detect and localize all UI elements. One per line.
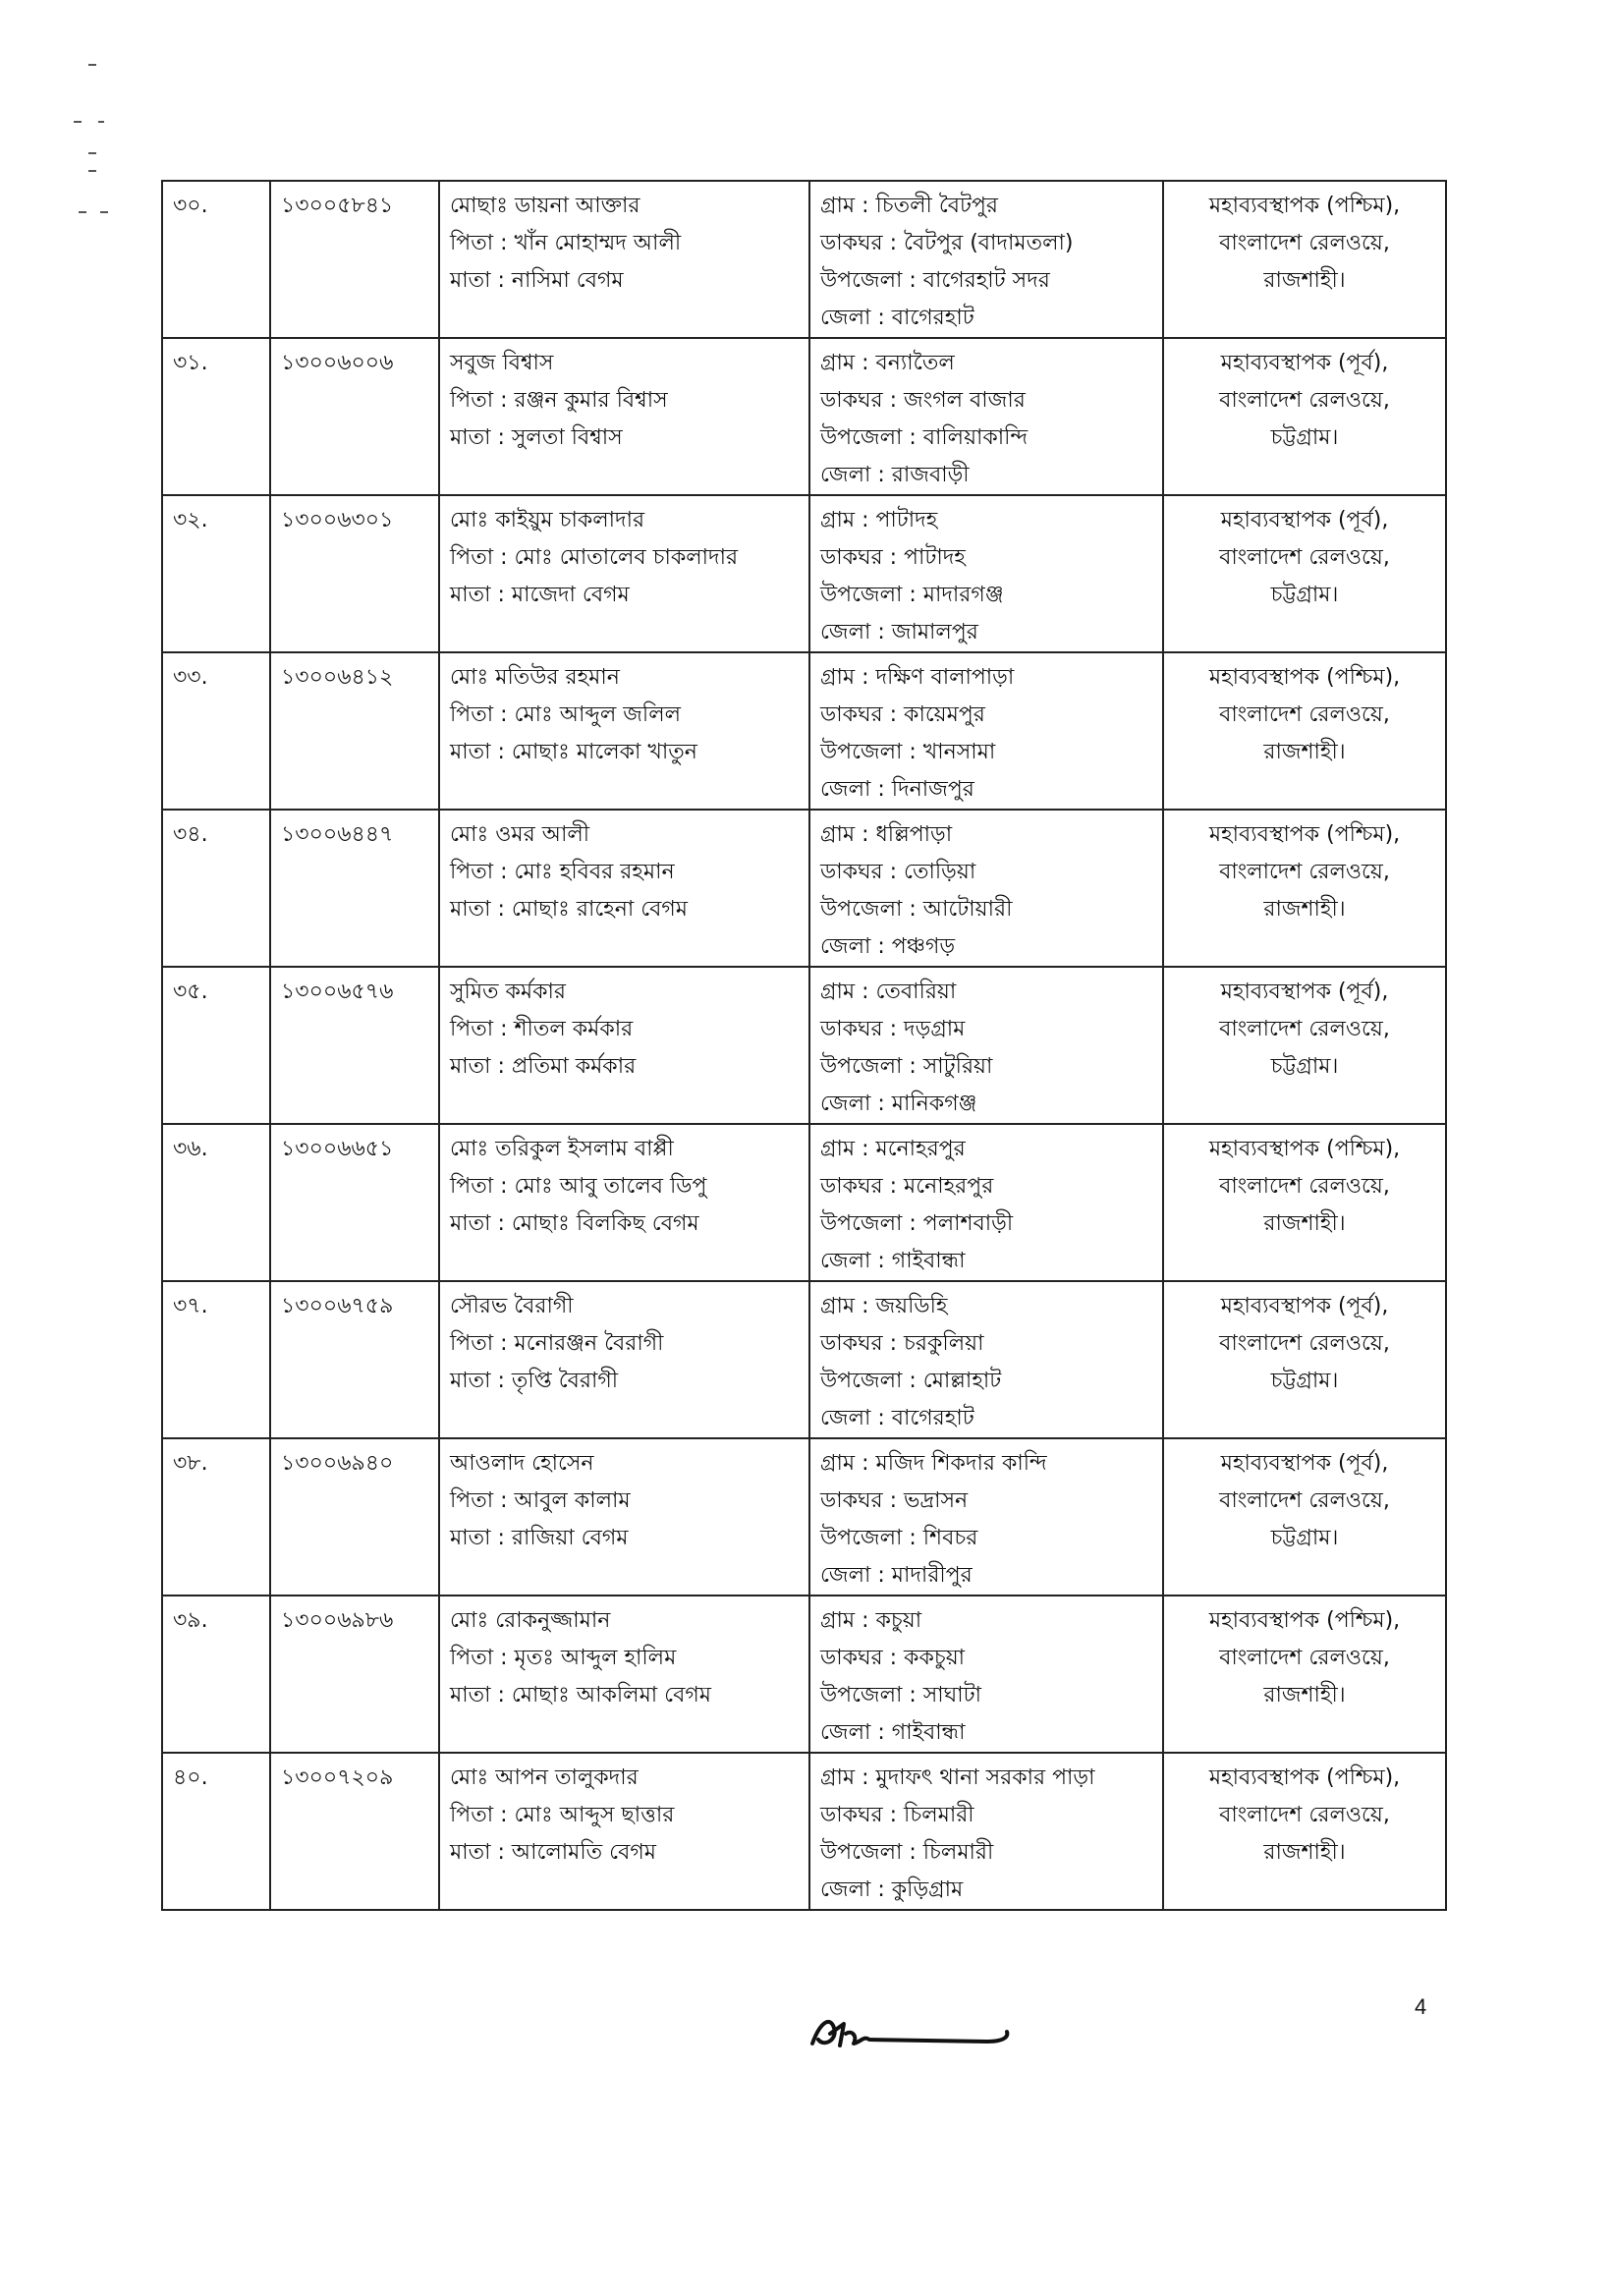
- table-row: [162, 1281, 1446, 1438]
- roll-cell: [270, 652, 439, 810]
- name-cell: [439, 1281, 809, 1438]
- margin-mark: [74, 121, 82, 123]
- father-name: পিতা : মোঃ আবু তালেব ডিপু: [450, 1174, 707, 1199]
- roll-number: ১৩০০৬৩০১: [281, 508, 394, 532]
- district: জেলা : বাগেরহাট: [820, 306, 974, 330]
- office-cell: [1163, 810, 1446, 967]
- serial-cell: [162, 1596, 270, 1753]
- office-cell: [1163, 1596, 1446, 1753]
- name-cell: [439, 652, 809, 810]
- roll-cell: [270, 495, 439, 652]
- address-cell: [809, 1596, 1163, 1753]
- father-name: পিতা : আবুল কালাম: [450, 1488, 631, 1513]
- table-row: [162, 1753, 1446, 1910]
- roll-number: ১৩০০৭২০৯: [281, 1765, 394, 1790]
- name-cell: [439, 1124, 809, 1281]
- candidate-name: মোঃ মতিউর রহমান: [450, 665, 620, 690]
- roll-cell: [270, 1281, 439, 1438]
- mother-name: মাতা : মোছাঃ বিলকিছ বেগম: [450, 1211, 699, 1236]
- district: জেলা : জামালপুর: [820, 620, 978, 644]
- roll-cell: [270, 181, 439, 338]
- office-title: মহাব্যবস্থাপক (পশ্চিম),: [1208, 822, 1401, 847]
- candidate-name: মোঃ রোকনুজ্জামান: [450, 1608, 611, 1633]
- post-office: ডাকঘর : পাটাদহ: [820, 545, 966, 570]
- table-row: [162, 967, 1446, 1124]
- office-location: রাজশাহী।: [1263, 1211, 1346, 1236]
- serial-cell: [162, 652, 270, 810]
- office-location: রাজশাহী।: [1263, 740, 1346, 764]
- office-cell: [1163, 495, 1446, 652]
- table-row: [162, 652, 1446, 810]
- address-cell: [809, 810, 1163, 967]
- father-name: পিতা : শীতল কর্মকার: [450, 1017, 634, 1041]
- upazila: উপজেলা : চিলমারী: [820, 1840, 994, 1865]
- office-organization: বাংলাদেশ রেলওয়ে,: [1219, 1488, 1390, 1513]
- office-title: মহাব্যবস্থাপক (পূর্ব),: [1220, 508, 1389, 532]
- office-cell: [1163, 1281, 1446, 1438]
- office-cell: [1163, 181, 1446, 338]
- address-cell: [809, 181, 1163, 338]
- address-cell: [809, 338, 1163, 495]
- table-row: [162, 1438, 1446, 1596]
- office-location: চট্টগ্রাম।: [1270, 1369, 1339, 1393]
- office-title: মহাব্যবস্থাপক (পশ্চিম),: [1208, 1137, 1401, 1161]
- roll-number: ১৩০০৬৯৮৬: [281, 1608, 394, 1633]
- office-organization: বাংলাদেশ রেলওয়ে,: [1219, 1803, 1390, 1827]
- district: জেলা : পঞ্চগড়: [820, 934, 956, 959]
- office-title: মহাব্যবস্থাপক (পূর্ব),: [1220, 351, 1389, 375]
- office-organization: বাংলাদেশ রেলওয়ে,: [1219, 860, 1390, 884]
- upazila: উপজেলা : শিবচর: [820, 1526, 978, 1550]
- name-cell: [439, 967, 809, 1124]
- serial-cell: [162, 338, 270, 495]
- candidate-name: মোঃ আপন তালুকদার: [450, 1765, 639, 1790]
- serial-cell: [162, 1281, 270, 1438]
- serial-cell: [162, 181, 270, 338]
- address-cell: [809, 967, 1163, 1124]
- office-title: মহাব্যবস্থাপক (পূর্ব),: [1220, 1451, 1389, 1476]
- address-cell: [809, 1124, 1163, 1281]
- post-office: ডাকঘর : ভদ্রাসন: [820, 1488, 969, 1513]
- office-cell: [1163, 1124, 1446, 1281]
- serial-cell: [162, 1438, 270, 1596]
- serial-number: ৩৩.: [173, 665, 208, 690]
- address-cell: [809, 1753, 1163, 1910]
- candidate-name: মোঃ কাইয়ুম চাকলাদার: [450, 508, 645, 532]
- office-title: মহাব্যবস্থাপক (পশ্চিম),: [1208, 194, 1401, 218]
- office-organization: বাংলাদেশ রেলওয়ে,: [1219, 545, 1390, 570]
- upazila: উপজেলা : খানসামা: [820, 740, 996, 764]
- serial-number: ৩৬.: [173, 1137, 208, 1161]
- serial-cell: [162, 1753, 270, 1910]
- roll-cell: [270, 1438, 439, 1596]
- mother-name: মাতা : মোছাঃ আকলিমা বেগম: [450, 1683, 711, 1708]
- office-organization: বাংলাদেশ রেলওয়ে,: [1219, 231, 1390, 255]
- candidate-name: মোঃ ওমর আলী: [450, 822, 590, 847]
- mother-name: মাতা : মোছাঃ মালেকা খাতুন: [450, 740, 697, 764]
- district: জেলা : বাগেরহাট: [820, 1406, 974, 1430]
- roll-number: ১৩০০৬৭৫৯: [281, 1294, 394, 1318]
- father-name: পিতা : রঞ্জন কুমার বিশ্বাস: [450, 388, 668, 413]
- office-cell: [1163, 338, 1446, 495]
- serial-number: ৪০.: [173, 1765, 208, 1790]
- district: জেলা : গাইবান্ধা: [820, 1720, 966, 1745]
- village: গ্রাম : জয়ডিহি: [820, 1294, 948, 1318]
- village: গ্রাম : চিতলী বৈটপুর: [820, 194, 998, 218]
- office-organization: বাংলাদেশ রেলওয়ে,: [1219, 702, 1390, 727]
- district: জেলা : মানিকগঞ্জ: [820, 1092, 977, 1116]
- post-office: ডাকঘর : জংগল বাজার: [820, 388, 1026, 413]
- father-name: পিতা : মোঃ আব্দুল জলিল: [450, 702, 682, 727]
- roll-number: ১৩০০৬০০৬: [281, 351, 394, 375]
- office-cell: [1163, 967, 1446, 1124]
- office-location: রাজশাহী।: [1263, 268, 1346, 293]
- upazila: উপজেলা : আটোয়ারী: [820, 897, 1013, 922]
- office-organization: বাংলাদেশ রেলওয়ে,: [1219, 1174, 1390, 1199]
- village: গ্রাম : বন্যাতৈল: [820, 351, 955, 375]
- roll-cell: [270, 338, 439, 495]
- office-location: চট্টগ্রাম।: [1270, 1054, 1339, 1079]
- roll-cell: [270, 810, 439, 967]
- mother-name: মাতা : মাজেদা বেগম: [450, 583, 630, 607]
- roll-cell: [270, 1596, 439, 1753]
- office-title: মহাব্যবস্থাপক (পশ্চিম),: [1208, 1765, 1401, 1790]
- table-row: [162, 495, 1446, 652]
- margin-mark: [98, 121, 104, 123]
- post-office: ডাকঘর : চিলমারী: [820, 1803, 974, 1827]
- post-office: ডাকঘর : ককচুয়া: [820, 1646, 966, 1670]
- table-row: [162, 1596, 1446, 1753]
- name-cell: [439, 495, 809, 652]
- table-row: [162, 1124, 1446, 1281]
- district: জেলা : দিনাজপুর: [820, 777, 974, 802]
- serial-cell: [162, 1124, 270, 1281]
- post-office: ডাকঘর : চরকুলিয়া: [820, 1331, 984, 1356]
- roll-number: ১৩০০৬৯৪০: [281, 1451, 394, 1476]
- office-location: রাজশাহী।: [1263, 1840, 1346, 1865]
- address-cell: [809, 1281, 1163, 1438]
- office-location: রাজশাহী।: [1263, 897, 1346, 922]
- upazila: উপজেলা : পলাশবাড়ী: [820, 1211, 1014, 1236]
- address-cell: [809, 495, 1163, 652]
- margin-mark: [88, 152, 96, 154]
- serial-number: ৩৭.: [173, 1294, 208, 1318]
- serial-number: ৩৫.: [173, 980, 208, 1004]
- father-name: পিতা : মোঃ মোতালেব চাকলাদার: [450, 545, 739, 570]
- margin-mark: [100, 211, 108, 213]
- post-office: ডাকঘর : মনোহরপুর: [820, 1174, 994, 1199]
- village: গ্রাম : মজিদ শিকদার কান্দি: [820, 1451, 1047, 1476]
- district: জেলা : গাইবান্ধা: [820, 1249, 966, 1273]
- village: গ্রাম : মনোহরপুর: [820, 1137, 966, 1161]
- mother-name: মাতা : প্রতিমা কর্মকার: [450, 1054, 637, 1079]
- father-name: পিতা : মৃতঃ আব্দুল হালিম: [450, 1646, 677, 1670]
- serial-number: ৩২.: [173, 508, 208, 532]
- candidate-name: মোছাঃ ডায়না আক্তার: [450, 194, 640, 218]
- serial-number: ৩৮.: [173, 1451, 208, 1476]
- village: গ্রাম : কচুয়া: [820, 1608, 922, 1633]
- name-cell: [439, 1596, 809, 1753]
- mother-name: মাতা : তৃপ্তি বৈরাগী: [450, 1369, 619, 1393]
- upazila: উপজেলা : বাগেরহাট সদর: [820, 268, 1050, 293]
- roll-number: ১৩০০৬৫৭৬: [281, 980, 394, 1004]
- candidate-name: আওলাদ হোসেন: [450, 1451, 594, 1476]
- table-row: [162, 181, 1446, 338]
- office-location: রাজশাহী।: [1263, 1683, 1346, 1708]
- margin-mark: [79, 211, 86, 213]
- post-office: ডাকঘর : কায়েমপুর: [820, 702, 985, 727]
- office-cell: [1163, 652, 1446, 810]
- post-office: ডাকঘর : বৈটপুর (বাদামতলা): [820, 231, 1074, 255]
- table-row: [162, 338, 1446, 495]
- mother-name: মাতা : মোছাঃ রাহেনা বেগম: [450, 897, 689, 922]
- roll-number: ১৩০০৬৪১২: [281, 665, 394, 690]
- office-location: চট্টগ্রাম।: [1270, 583, 1339, 607]
- address-cell: [809, 1438, 1163, 1596]
- office-organization: বাংলাদেশ রেলওয়ে,: [1219, 1331, 1390, 1356]
- upazila: উপজেলা : সাটুরিয়া: [820, 1054, 993, 1079]
- name-cell: [439, 810, 809, 967]
- margin-marks: [69, 54, 118, 231]
- roll-cell: [270, 1753, 439, 1910]
- mother-name: মাতা : নাসিমা বেগম: [450, 268, 624, 293]
- candidate-table: [161, 180, 1447, 1911]
- village: গ্রাম : তেবারিয়া: [820, 980, 957, 1004]
- office-organization: বাংলাদেশ রেলওয়ে,: [1219, 1646, 1390, 1670]
- father-name: পিতা : মোঃ আব্দুস ছাত্তার: [450, 1803, 675, 1827]
- page-number: 4: [1415, 1994, 1427, 2019]
- district: জেলা : মাদারীপুর: [820, 1563, 973, 1588]
- serial-number: ৩০.: [173, 194, 208, 218]
- post-office: ডাকঘর : তোড়িয়া: [820, 860, 976, 884]
- candidate-name: সৌরভ বৈরাগী: [450, 1294, 574, 1318]
- district: জেলা : কুড়িগ্রাম: [820, 1877, 964, 1902]
- serial-number: ৩১.: [173, 351, 208, 375]
- serial-cell: [162, 810, 270, 967]
- name-cell: [439, 1753, 809, 1910]
- mother-name: মাতা : রাজিয়া বেগম: [450, 1526, 629, 1550]
- father-name: পিতা : খাঁন মোহাম্মদ আলী: [450, 231, 682, 255]
- father-name: পিতা : মনোরঞ্জন বৈরাগী: [450, 1331, 664, 1356]
- office-title: মহাব্যবস্থাপক (পূর্ব),: [1220, 980, 1389, 1004]
- candidate-name: সুমিত কর্মকার: [450, 980, 567, 1004]
- roll-cell: [270, 967, 439, 1124]
- office-title: মহাব্যবস্থাপক (পূর্ব),: [1220, 1294, 1389, 1318]
- serial-number: ৩৯.: [173, 1608, 208, 1633]
- district: জেলা : রাজবাড়ী: [820, 463, 970, 487]
- village: গ্রাম : মুদাফৎ থানা সরকার পাড়া: [820, 1765, 1095, 1790]
- village: গ্রাম : পাটাদহ: [820, 508, 938, 532]
- name-cell: [439, 181, 809, 338]
- table-row: [162, 810, 1446, 967]
- village: গ্রাম : দক্ষিণ বালাপাড়া: [820, 665, 1015, 690]
- office-organization: বাংলাদেশ রেলওয়ে,: [1219, 1017, 1390, 1041]
- margin-mark: [88, 170, 96, 172]
- upazila: উপজেলা : বালিয়াকান্দি: [820, 425, 1029, 450]
- office-organization: বাংলাদেশ রেলওয়ে,: [1219, 388, 1390, 413]
- mother-name: মাতা : সুলতা বিশ্বাস: [450, 425, 623, 450]
- signature: [801, 2004, 1027, 2063]
- roll-number: ১৩০০৬৪৪৭: [281, 822, 394, 847]
- candidate-name: মোঃ তরিকুল ইসলাম বাপ্পী: [450, 1137, 674, 1161]
- office-location: চট্টগ্রাম।: [1270, 425, 1339, 450]
- name-cell: [439, 338, 809, 495]
- candidate-table-body: [162, 181, 1446, 1910]
- mother-name: মাতা : আলোমতি বেগম: [450, 1840, 656, 1865]
- village: গ্রাম : ধল্লিপাড়া: [820, 822, 953, 847]
- office-location: চট্টগ্রাম।: [1270, 1526, 1339, 1550]
- roll-cell: [270, 1124, 439, 1281]
- roll-number: ১৩০০৫৮৪১: [281, 194, 394, 218]
- office-cell: [1163, 1438, 1446, 1596]
- serial-cell: [162, 495, 270, 652]
- upazila: উপজেলা : সাঘাটা: [820, 1683, 982, 1708]
- office-cell: [1163, 1753, 1446, 1910]
- name-cell: [439, 1438, 809, 1596]
- upazila: উপজেলা : মোল্লাহাট: [820, 1369, 1002, 1393]
- roll-number: ১৩০০৬৬৫১: [281, 1137, 394, 1161]
- father-name: পিতা : মোঃ হবিবর রহমান: [450, 860, 675, 884]
- upazila: উপজেলা : মাদারগঞ্জ: [820, 583, 1004, 607]
- serial-cell: [162, 967, 270, 1124]
- serial-number: ৩৪.: [173, 822, 208, 847]
- address-cell: [809, 652, 1163, 810]
- margin-mark: [88, 64, 96, 66]
- candidate-name: সবুজ বিশ্বাস: [450, 351, 554, 375]
- office-title: মহাব্যবস্থাপক (পশ্চিম),: [1208, 1608, 1401, 1633]
- office-title: মহাব্যবস্থাপক (পশ্চিম),: [1208, 665, 1401, 690]
- post-office: ডাকঘর : দড়গ্রাম: [820, 1017, 966, 1041]
